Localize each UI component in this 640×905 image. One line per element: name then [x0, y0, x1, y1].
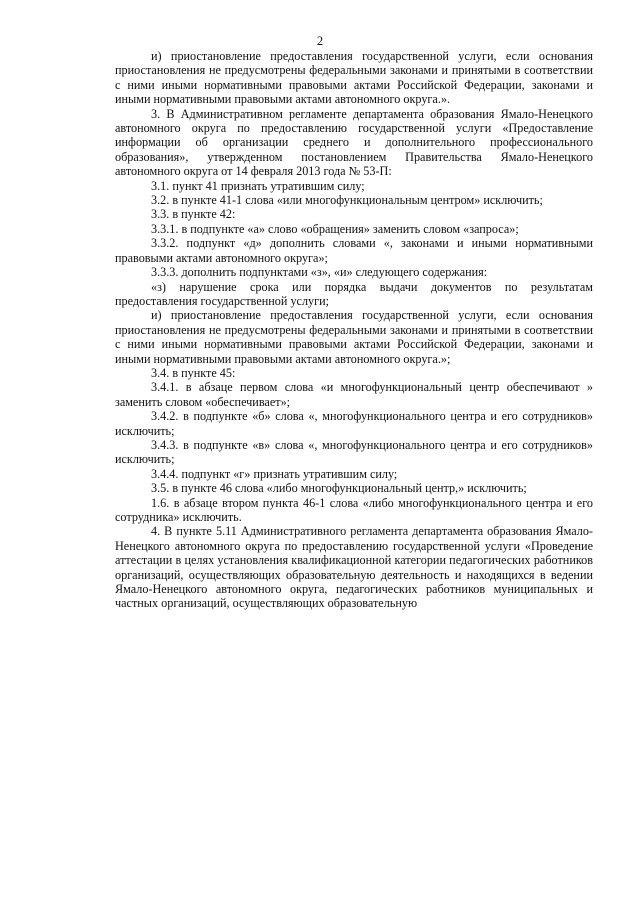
paragraph-4-intro: 4. В пункте 5.11 Административного регламента департамента образования Ямало-Ненецкого автономного округа по предоставлению государственной услуги «Проведение аттестации в целях установления квалификационной категории педагогических работников организаций, осуществляющих образовательную деятельность и находящихся в ведении Ямало-Ненецкого автономного округа, педагогических работников муниципальных и частных организаций, осуществляющих образовательную: [115, 524, 593, 611]
paragraph-z-violation: «з) нарушение срока или порядка выдачи документов по результатам предоставления государственной услуги;: [115, 279, 593, 308]
paragraph-3-3-3: 3.3.3. дополнить подпунктами «з», «и» следующего содержания:: [151, 265, 488, 280]
paragraph-3-4: 3.4. в пункте 45:: [151, 365, 236, 380]
paragraph-3-2: 3.2. в пункте 41-1 слова «или многофункциональным центром» исключить;: [151, 193, 543, 208]
paragraph-3-3-1: 3.3.1. в подпункте «а» слово «обращения» заменить словом «запроса»;: [151, 221, 519, 236]
document-body: [115, 49, 593, 611]
paragraph-3-4-4: 3.4.4. подпункт «г» признать утратившим силу;: [151, 466, 398, 481]
paragraph-3-intro: 3. В Административном регламенте департамента образования Ямало-Ненецкого автономного округа по предоставлению государственной услуги «Предоставление информации об организации среднего и дополнительного профессионального образования», утвержденном постановлением Правительства Ямало-Ненецкого автономного округа от 14 февраля 2013 года № 53-П:: [115, 106, 593, 179]
paragraph-i-suspension-2: и) приостановление предоставления государственной услуги, если основания приостановления не предусмотрены федеральными законами и принятыми в соответствии с ними иными нормативными правовыми актами Российской Федерации, законами и иными нормативными правовыми актами автономного округа.»;: [115, 308, 593, 366]
paragraph-3-4-1: 3.4.1. в абзаце первом слова «и многофункциональный центр обеспечивают » заменить словом «обеспечивает»;: [115, 380, 593, 409]
paragraph-3-1: 3.1. пункт 41 признать утратившим силу;: [151, 178, 365, 193]
paragraph-3-5: 3.5. в пункте 46 слова «либо многофункциональный центр,» исключить;: [151, 481, 527, 496]
page-number: 2: [316, 34, 324, 48]
paragraph-3-3: 3.3. в пункте 42:: [151, 207, 236, 222]
paragraph-3-3-2: 3.3.2. подпункт «д» дополнить словами «, законами и иными нормативными правовыми актами автономного округа»;: [115, 236, 593, 265]
paragraph-3-4-3: 3.4.3. в подпункте «в» слова «, многофункционального центра и его сотрудников» исключить;: [115, 437, 593, 467]
paragraph-3-4-2: 3.4.2. в подпункте «б» слова «, многофункционального центра и его сотрудников» исключить;: [115, 409, 593, 438]
paragraph-1-6: 1.6. в абзаце втором пункта 46-1 слова «либо многофункционального центра и его сотрудника» исключить.: [115, 495, 593, 524]
paragraph-i-suspension: и) приостановление предоставления государственной услуги, если основания приостановления не предусмотрены федеральными законами и принятыми в соответствии с ними иными нормативными правовыми актами Российской Федерации, законами и иными нормативными правовыми актами автономного округа.».: [115, 49, 593, 107]
